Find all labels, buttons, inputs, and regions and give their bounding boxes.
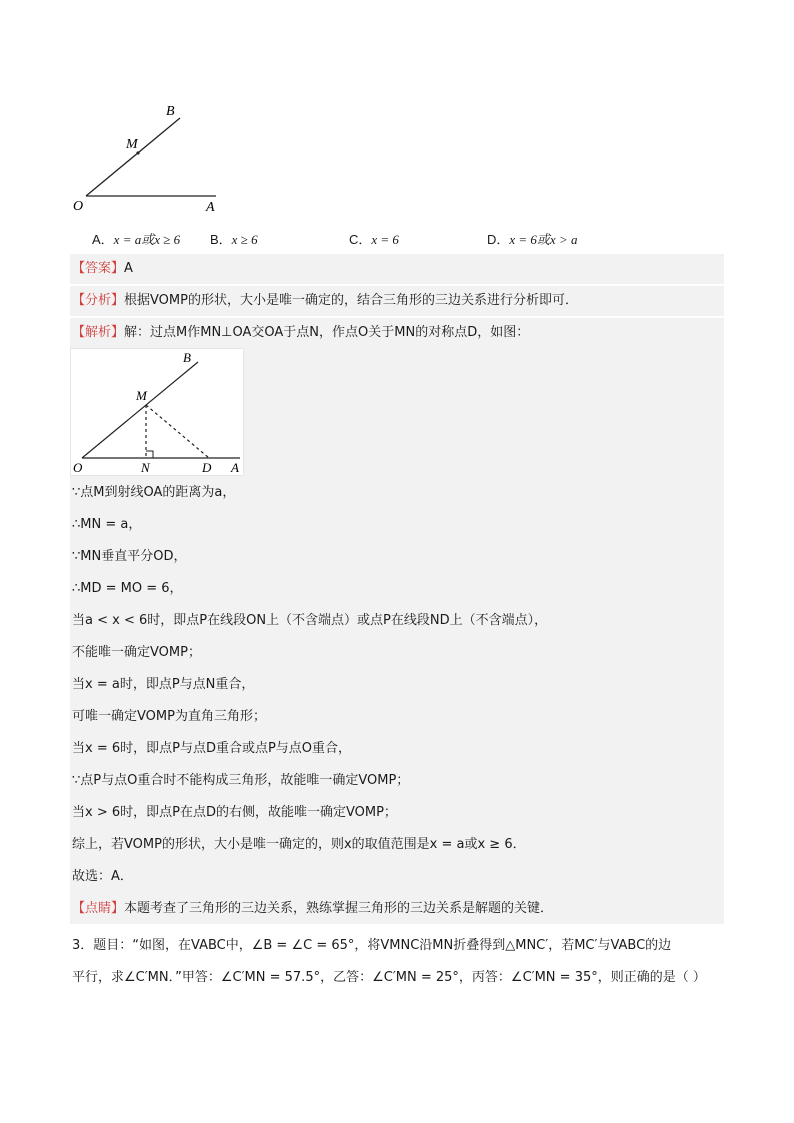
step-line: ∵MN垂直平分OD， <box>70 542 724 572</box>
answer-line <box>70 254 724 284</box>
label-b: B <box>166 104 175 119</box>
label-a: A <box>206 200 215 215</box>
step-line: ∵点M到射线OA的距离为a， <box>70 478 724 508</box>
step-line: 可唯一确定VOMP为直角三角形； <box>70 702 724 732</box>
question3-line1: 3．题目：“如图，在VABC中，∠B = ∠C = 65°，将VMNC沿MN折叠得到△MNC′，若MC′与VABC的边 <box>72 938 672 953</box>
analysis-text: 根据VOMP的形状，大小是唯一确定的，结合三角形的三边关系进行分析即可． <box>124 293 578 308</box>
label-o-2: O <box>73 460 83 475</box>
label-n-2: N <box>141 460 150 475</box>
step-line: 当x = 6时，即点P与点D重合或点P与点O重合， <box>70 734 724 764</box>
step-line: ∴MD = MO = 6， <box>70 574 724 604</box>
label-o: O <box>73 199 84 214</box>
option-c[interactable]: C．x = 6 <box>349 232 399 247</box>
label-d-2: D <box>202 460 212 475</box>
analysis-line <box>70 286 724 316</box>
step-line: ∵点P与点O重合时不能构成三角形，故能唯一确定VOMP； <box>70 766 724 796</box>
label-m-2: M <box>136 388 147 403</box>
step-line: 当x = a时，即点P与点N重合， <box>70 670 724 700</box>
step-line: 当x > 6时，即点P在点D的右侧，故能唯一确定VOMP； <box>70 798 724 828</box>
step-line: 当a < x < 6时，即点P在线段ON上（不含端点）或点P在线段ND上（不含端点）， <box>70 606 724 636</box>
options-row <box>0 229 794 249</box>
comment-text: 本题考查了三角形的三边关系，熟练掌握三角形的三边关系是解题的关键． <box>124 901 554 916</box>
answer-tag: 【答案】 <box>72 261 125 276</box>
step-line: 故选：A． <box>70 862 724 892</box>
solution-line <box>70 318 724 348</box>
label-a-2: A <box>231 460 239 475</box>
right-angle-mark <box>146 451 153 458</box>
option-b[interactable]: B．x ≥ 6 <box>210 232 258 247</box>
ray-ob <box>86 118 180 196</box>
answer-text: A <box>124 261 133 276</box>
option-d[interactable]: D．x = 6或x > a <box>487 232 578 247</box>
option-a[interactable]: A．x = a或x ≥ 6 <box>92 232 181 247</box>
step-line: ∴MN = a， <box>70 510 724 540</box>
comment-line <box>70 894 724 924</box>
step-line: 不能唯一确定VOMP； <box>70 638 724 668</box>
label-m: M <box>126 137 138 152</box>
label-b-2: B <box>183 350 191 365</box>
step-line: 综上，若VOMP的形状，大小是唯一确定的，则x的取值范围是x = a或x ≥ 6． <box>70 830 724 860</box>
figure-construction-diagram <box>70 348 244 476</box>
solution-tag: 【解析】 <box>72 325 125 340</box>
question3-line2: 平行，求∠C′MN．”甲答：∠C′MN = 57.5°，乙答：∠C′MN = 25°，丙答：∠C′MN = 35°，则正确的是（ ） <box>72 970 706 985</box>
ray-ob-2 <box>82 362 198 458</box>
figure-angle-diagram <box>60 98 240 218</box>
comment-tag: 【点睛】 <box>72 901 125 916</box>
segment-md <box>146 405 209 458</box>
analysis-tag: 【分析】 <box>72 293 125 308</box>
solution-text: 解：过点M作MN⊥OA交OA于点N，作点O关于MN的对称点D，如图： <box>124 325 530 340</box>
